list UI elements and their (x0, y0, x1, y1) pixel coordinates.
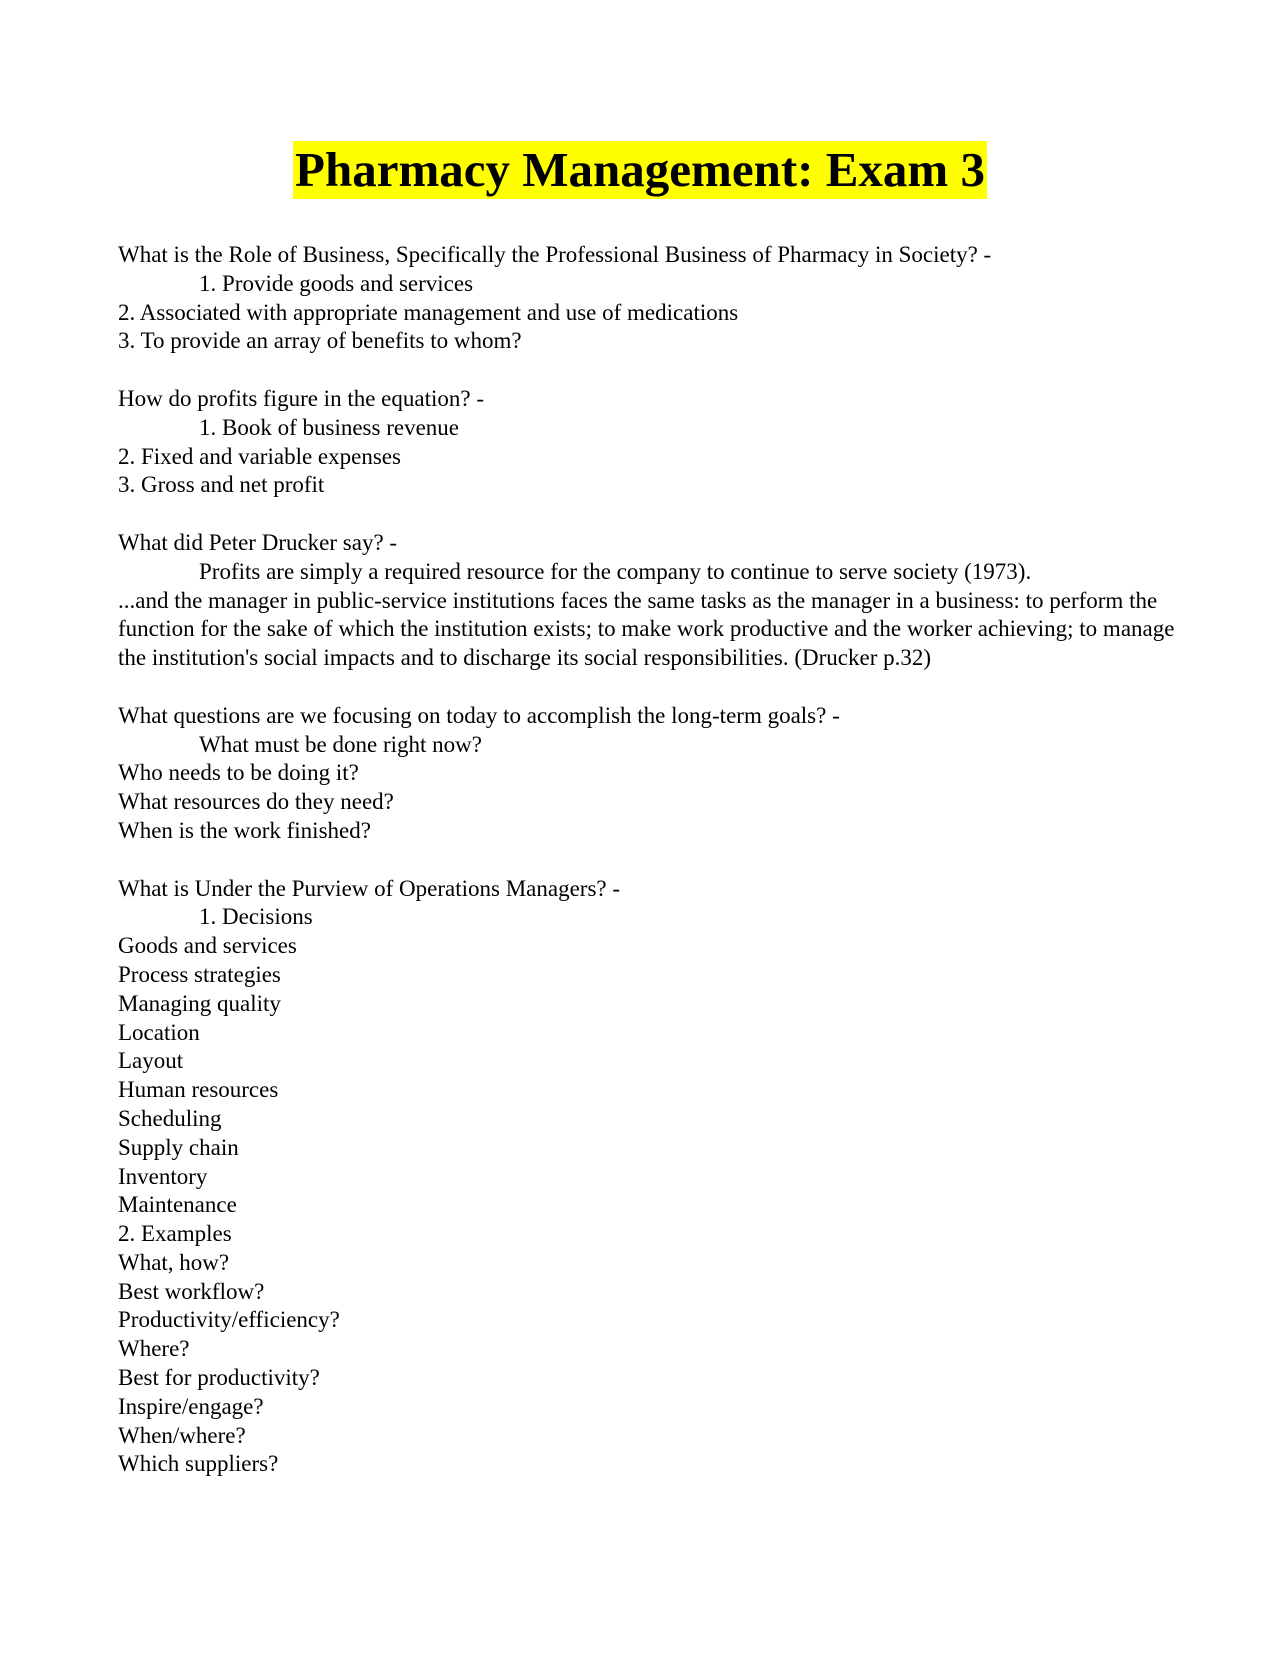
spacer (118, 500, 1178, 529)
answer-line: Where? (118, 1336, 190, 1362)
answer-line: Maintenance (118, 1192, 237, 1218)
question-operations-managers: What is Under the Purview of Operations Managers? - (118, 875, 621, 901)
spacer (118, 673, 1178, 702)
answer-line: Process strategies (118, 961, 281, 987)
answer-line: Who needs to be doing it? (118, 760, 359, 786)
answer-line: Inventory (118, 1163, 208, 1189)
answer-line: What must be done right now? (199, 731, 482, 757)
answer-line: Supply chain (118, 1134, 239, 1160)
question-long-term-goals: What questions are we focusing on today to accomplish the long-term goals? - (118, 702, 840, 728)
spacer (118, 846, 1178, 875)
question-role-of-business: What is the Role of Business, Specifically the Professional Business of Pharmacy in Society? - (118, 242, 992, 267)
answer-line: 3. Gross and net profit (118, 472, 325, 498)
question-profits-equation: How do profits figure in the equation? - (118, 385, 484, 411)
answer-line: Inspire/engage? (118, 1393, 264, 1419)
document-body (118, 241, 1178, 1479)
answer-line: Scheduling (118, 1105, 222, 1131)
spacer (118, 356, 1178, 385)
answer-line: 2. Associated with appropriate management and use of medications (118, 299, 739, 325)
question-peter-drucker: What did Peter Drucker say? - (118, 529, 398, 555)
answer-line: Layout (118, 1048, 184, 1074)
answer-line: Managing quality (118, 990, 281, 1016)
answer-line: What, how? (118, 1249, 230, 1275)
answer-line: 1. Book of business revenue (199, 414, 459, 440)
answer-line: 1. Provide goods and services (199, 270, 474, 296)
answer-line: Best workflow? (118, 1278, 265, 1304)
answer-line: Location (118, 1019, 200, 1045)
title-container (0, 141, 1280, 199)
answer-line: 1. Decisions (199, 904, 313, 930)
answer-line: 3. To provide an array of benefits to whom? (118, 328, 522, 354)
answer-line: 2. Examples (118, 1221, 232, 1247)
page-title: Pharmacy Management: Exam 3 (295, 142, 985, 197)
answer-line: Human resources (118, 1077, 279, 1103)
answer-line: When is the work finished? (118, 817, 371, 843)
answer-line: Which suppliers? (118, 1451, 279, 1477)
answer-line: Productivity/efficiency? (118, 1307, 340, 1333)
answer-paragraph: ...and the manager in public-service institutions faces the same tasks as the manager in a business: to perform the function for the sake of which the institution exists; to make work productive and the worker achieving; to manage the institution's social impacts and to discharge its social responsibilities. (Drucker p.32) (118, 587, 1175, 671)
answer-line: Goods and services (118, 933, 297, 959)
answer-line: Profits are simply a required resource for the company to continue to serve society (1973). (199, 558, 1032, 584)
answer-line: What resources do they need? (118, 789, 394, 815)
answer-line: Best for productivity? (118, 1365, 320, 1391)
answer-line: When/where? (118, 1422, 246, 1448)
answer-line: 2. Fixed and variable expenses (118, 443, 401, 469)
